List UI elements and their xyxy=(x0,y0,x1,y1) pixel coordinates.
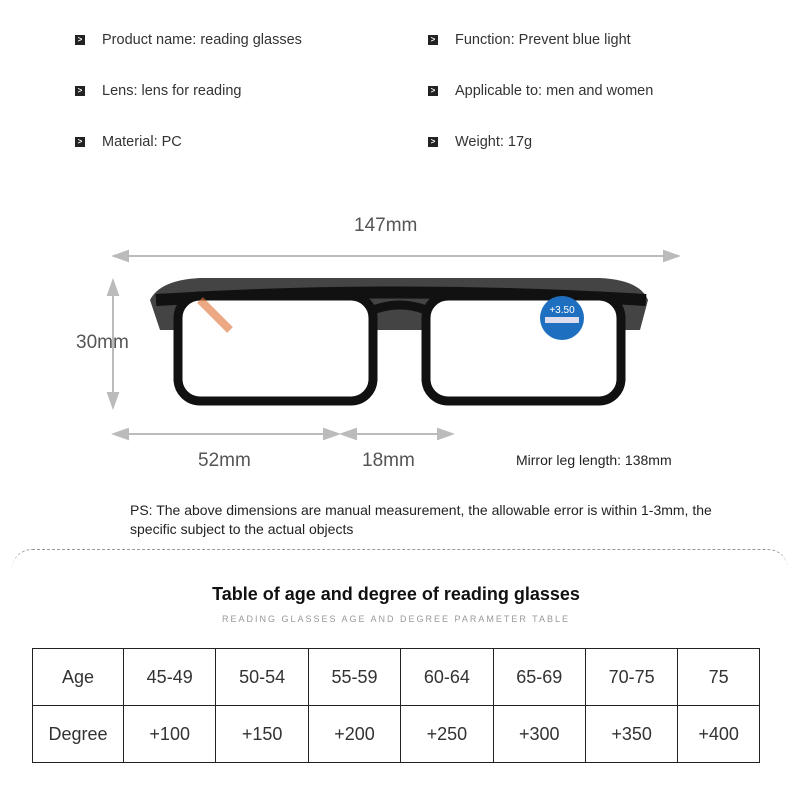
table-cell: 50-54 xyxy=(216,649,308,706)
spec-text: Lens: lens for reading xyxy=(102,83,242,99)
table-cell: Age xyxy=(33,649,124,706)
bullet-icon: > xyxy=(428,35,438,45)
leg-label: Mirror leg length: 138mm xyxy=(516,452,672,468)
spec-text: Weight: 17g xyxy=(455,134,533,150)
table-cell: 55-59 xyxy=(308,649,400,706)
sticker-power: +3.50 xyxy=(549,305,575,316)
height-label: 30mm xyxy=(76,332,129,353)
spec-text: Applicable to: men and women xyxy=(455,83,654,99)
bullet-icon: > xyxy=(75,137,85,147)
table-cell: 65-69 xyxy=(493,649,585,706)
width-label: 147mm xyxy=(354,215,418,236)
glasses-icon xyxy=(150,278,648,401)
table-row xyxy=(33,706,760,763)
table-cell: +300 xyxy=(493,706,585,763)
lens-label: 52mm xyxy=(198,450,251,471)
table-cell: +350 xyxy=(585,706,677,763)
spec-text: Material: PC xyxy=(102,134,182,150)
table-cell: +150 xyxy=(216,706,308,763)
table-cell: Degree xyxy=(33,706,124,763)
bullet-icon: > xyxy=(428,137,438,147)
table-cell: 75 xyxy=(678,649,760,706)
table-title: Table of age and degree of reading glasses xyxy=(212,584,580,604)
table-cell: +400 xyxy=(678,706,760,763)
table-subtitle: READING GLASSES AGE AND DEGREE PARAMETER TABLE xyxy=(221,614,571,624)
bullet-icon: > xyxy=(75,86,85,96)
table-cell: 60-64 xyxy=(401,649,493,706)
spec-text: Product name: reading glasses xyxy=(102,32,302,48)
table-cell: 70-75 xyxy=(585,649,677,706)
table-cell: +200 xyxy=(308,706,400,763)
table-row xyxy=(33,649,760,706)
bullet-icon: > xyxy=(428,86,438,96)
age-degree-table xyxy=(32,648,760,763)
table-cell: +250 xyxy=(401,706,493,763)
table-cell: +100 xyxy=(124,706,216,763)
divider xyxy=(12,549,788,570)
table-cell: 45-49 xyxy=(124,649,216,706)
measurement-note: PS: The above dimensions are manual measurement, the allowable error is within 1-3mm, the specific subject to the actual objects xyxy=(130,502,712,537)
bridge-label: 18mm xyxy=(362,450,415,471)
spec-text: Function: Prevent blue light xyxy=(455,32,631,48)
bullet-icon: > xyxy=(75,35,85,45)
